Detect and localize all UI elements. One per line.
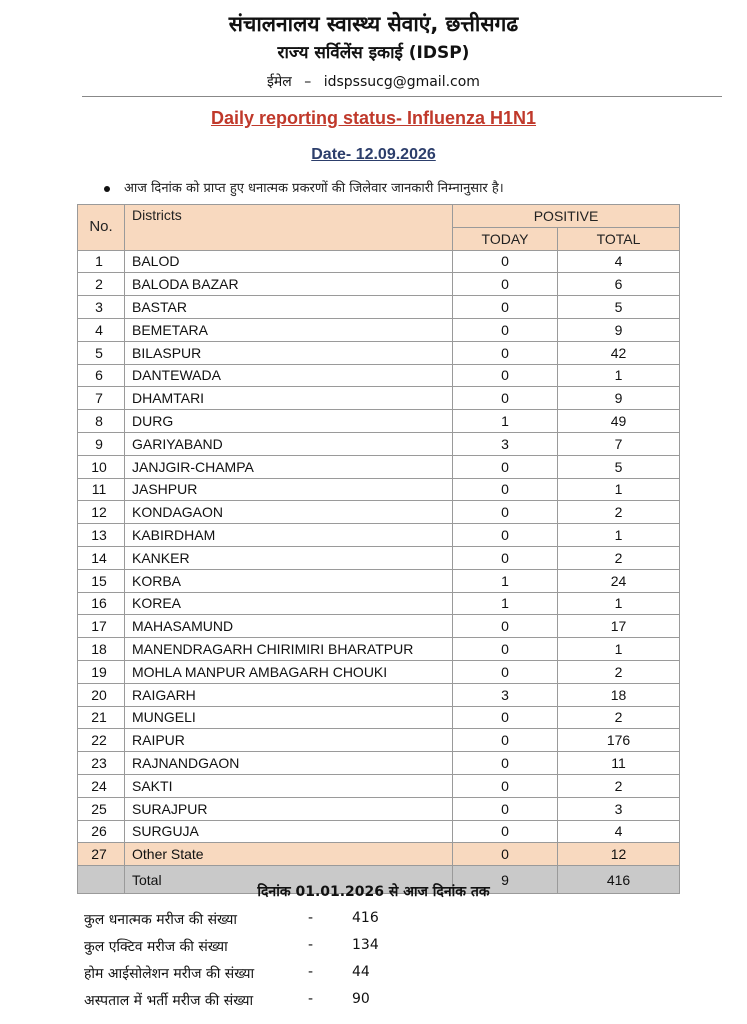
- row-district: BALOD: [125, 250, 453, 273]
- row-today: 0: [453, 318, 558, 341]
- table-row: [78, 273, 680, 296]
- row-no: 19: [78, 660, 125, 683]
- table-row: [78, 410, 680, 433]
- row-today: 3: [453, 432, 558, 455]
- row-no: 7: [78, 387, 125, 410]
- row-total: 24: [558, 569, 680, 592]
- table-body: [78, 250, 680, 866]
- row-today: 0: [453, 729, 558, 752]
- row-today: 1: [453, 569, 558, 592]
- summary-dash: -: [308, 910, 314, 926]
- table-row: [78, 524, 680, 547]
- row-district: JASHPUR: [125, 478, 453, 501]
- report-title: Daily reporting status- Influenza H1N1: [210, 108, 537, 128]
- table-row: [78, 250, 680, 273]
- row-today: 0: [453, 364, 558, 387]
- row-district: Other State: [125, 843, 453, 866]
- header-no: No.: [78, 205, 125, 251]
- row-today: 0: [453, 820, 558, 843]
- row-no: 21: [78, 706, 125, 729]
- row-district: BILASPUR: [125, 341, 453, 364]
- row-total: 7: [558, 432, 680, 455]
- row-district: JANJGIR-CHAMPA: [125, 455, 453, 478]
- row-total: 9: [558, 387, 680, 410]
- intro-text: आज दिनांक को प्राप्त हुए धनात्मक प्रकरणों की जिलेवार जानकारी निम्नानुसार है।: [124, 181, 504, 196]
- row-today: 0: [453, 478, 558, 501]
- row-today: 1: [453, 592, 558, 615]
- table-row: [78, 615, 680, 638]
- row-total: 5: [558, 455, 680, 478]
- row-district: KABIRDHAM: [125, 524, 453, 547]
- bullet-icon: [104, 186, 110, 192]
- row-district: RAIGARH: [125, 683, 453, 706]
- row-total: 1: [558, 364, 680, 387]
- email-separator: –: [304, 74, 312, 90]
- table-row: [78, 683, 680, 706]
- row-today: 0: [453, 546, 558, 569]
- row-no: 16: [78, 592, 125, 615]
- header-total: TOTAL: [558, 227, 680, 250]
- district-table: [77, 204, 680, 894]
- row-total: 176: [558, 729, 680, 752]
- row-today: 0: [453, 615, 558, 638]
- row-no: 12: [78, 501, 125, 524]
- row-district: SURGUJA: [125, 820, 453, 843]
- header-today: TODAY: [453, 227, 558, 250]
- row-district: KORBA: [125, 569, 453, 592]
- row-today: 3: [453, 683, 558, 706]
- total-label: Total: [125, 866, 453, 894]
- table-row: [78, 387, 680, 410]
- row-total: 9: [558, 318, 680, 341]
- row-today: 0: [453, 501, 558, 524]
- summary-value: 134: [352, 937, 379, 953]
- total-total: 416: [558, 866, 680, 894]
- row-no: 4: [78, 318, 125, 341]
- row-no: 3: [78, 296, 125, 319]
- row-today: 0: [453, 273, 558, 296]
- table-row: [78, 592, 680, 615]
- row-no: 26: [78, 820, 125, 843]
- row-district: DHAMTARI: [125, 387, 453, 410]
- row-district: BALODA BAZAR: [125, 273, 453, 296]
- table-row: [78, 432, 680, 455]
- header-divider: [82, 96, 722, 97]
- row-total: 5: [558, 296, 680, 319]
- table-row: [78, 843, 680, 866]
- row-district: MAHASAMUND: [125, 615, 453, 638]
- email-address[interactable]: idspssucg@gmail.com: [323, 74, 480, 90]
- row-today: 0: [453, 455, 558, 478]
- table-row: [78, 706, 680, 729]
- row-total: 3: [558, 797, 680, 820]
- row-total: 2: [558, 546, 680, 569]
- row-no: 11: [78, 478, 125, 501]
- row-no: 1: [78, 250, 125, 273]
- summary-dash: -: [308, 991, 314, 1007]
- summary-heading: दिनांक 01.01.2026 से आज दिनांक तक: [257, 884, 490, 900]
- summary-value: 416: [352, 910, 379, 926]
- row-no: 2: [78, 273, 125, 296]
- row-today: 0: [453, 341, 558, 364]
- table-row: [78, 341, 680, 364]
- row-district: DURG: [125, 410, 453, 433]
- row-district: RAJNANDGAON: [125, 752, 453, 775]
- table-row: [78, 546, 680, 569]
- row-today: 0: [453, 752, 558, 775]
- row-today: 0: [453, 524, 558, 547]
- row-district: SURAJPUR: [125, 797, 453, 820]
- row-no: 5: [78, 341, 125, 364]
- email-label: ईमेल: [267, 74, 292, 90]
- row-district: MUNGELI: [125, 706, 453, 729]
- summary-label: अस्पताल में भर्ती मरीज की संख्या: [84, 993, 254, 1009]
- total-today: 9: [453, 866, 558, 894]
- row-district: SAKTI: [125, 774, 453, 797]
- row-district: GARIYABAND: [125, 432, 453, 455]
- table-row: [78, 820, 680, 843]
- row-total: 1: [558, 524, 680, 547]
- header-positive: POSITIVE: [453, 205, 680, 228]
- row-no: 23: [78, 752, 125, 775]
- row-district: MANENDRAGARH CHIRIMIRI BHARATPUR: [125, 638, 453, 661]
- row-district: BEMETARA: [125, 318, 453, 341]
- row-no: 20: [78, 683, 125, 706]
- row-today: 0: [453, 387, 558, 410]
- row-today: 0: [453, 774, 558, 797]
- row-total: 1: [558, 638, 680, 661]
- row-district: MOHLA MANPUR AMBAGARH CHOUKI: [125, 660, 453, 683]
- row-no: 17: [78, 615, 125, 638]
- table-row: [78, 774, 680, 797]
- row-no: 24: [78, 774, 125, 797]
- summary-value: 90: [352, 991, 370, 1007]
- summary-label: कुल एक्टिव मरीज की संख्या: [84, 939, 228, 955]
- summary-label: होम आईसोलेशन मरीज की संख्या: [84, 966, 255, 982]
- row-district: RAIPUR: [125, 729, 453, 752]
- email-line: [0, 72, 747, 91]
- row-no: 8: [78, 410, 125, 433]
- row-total: 2: [558, 706, 680, 729]
- row-total: 18: [558, 683, 680, 706]
- row-district: KOREA: [125, 592, 453, 615]
- row-today: 0: [453, 296, 558, 319]
- row-total: 2: [558, 660, 680, 683]
- row-no: 18: [78, 638, 125, 661]
- table-row: [78, 797, 680, 820]
- table-row: [78, 296, 680, 319]
- row-today: 0: [453, 250, 558, 273]
- row-total: 1: [558, 592, 680, 615]
- row-district: KANKER: [125, 546, 453, 569]
- org-name: संचालनालय स्वास्थ्य सेवाएं, छत्तीसगढ: [228, 12, 519, 36]
- row-district: KONDAGAON: [125, 501, 453, 524]
- table-row: [78, 638, 680, 661]
- row-total: 4: [558, 820, 680, 843]
- row-no: 10: [78, 455, 125, 478]
- summary-dash: -: [308, 964, 314, 980]
- summary-label: कुल धनात्मक मरीज की संख्या: [84, 912, 237, 928]
- row-today: 1: [453, 410, 558, 433]
- row-total: 2: [558, 501, 680, 524]
- row-total: 1: [558, 478, 680, 501]
- row-today: 0: [453, 706, 558, 729]
- row-total: 11: [558, 752, 680, 775]
- row-no: 22: [78, 729, 125, 752]
- row-total: 6: [558, 273, 680, 296]
- intro-line: [104, 178, 504, 196]
- row-total: 49: [558, 410, 680, 433]
- table-row: [78, 318, 680, 341]
- table-row: [78, 569, 680, 592]
- row-no: 15: [78, 569, 125, 592]
- row-no: 9: [78, 432, 125, 455]
- row-total: 17: [558, 615, 680, 638]
- row-no: 6: [78, 364, 125, 387]
- row-no: 14: [78, 546, 125, 569]
- table-row: [78, 752, 680, 775]
- table-row: [78, 501, 680, 524]
- row-total: 42: [558, 341, 680, 364]
- row-no: 25: [78, 797, 125, 820]
- row-today: 0: [453, 638, 558, 661]
- summary-value: 44: [352, 964, 370, 980]
- table-row: [78, 455, 680, 478]
- row-district: DANTEWADA: [125, 364, 453, 387]
- row-total: 2: [558, 774, 680, 797]
- row-today: 0: [453, 843, 558, 866]
- row-no: 27: [78, 843, 125, 866]
- row-today: 0: [453, 797, 558, 820]
- row-district: BASTAR: [125, 296, 453, 319]
- row-total: 4: [558, 250, 680, 273]
- table-row: [78, 364, 680, 387]
- table-row: [78, 660, 680, 683]
- row-no: 13: [78, 524, 125, 547]
- row-today: 0: [453, 660, 558, 683]
- org-unit: राज्य सर्विलेंस इकाई (IDSP): [277, 43, 470, 63]
- summary-dash: -: [308, 937, 314, 953]
- table-row: [78, 729, 680, 752]
- report-date: Date- 12.09.2026: [311, 146, 436, 163]
- header-districts: Districts: [125, 205, 453, 251]
- table-row: [78, 478, 680, 501]
- row-total: 12: [558, 843, 680, 866]
